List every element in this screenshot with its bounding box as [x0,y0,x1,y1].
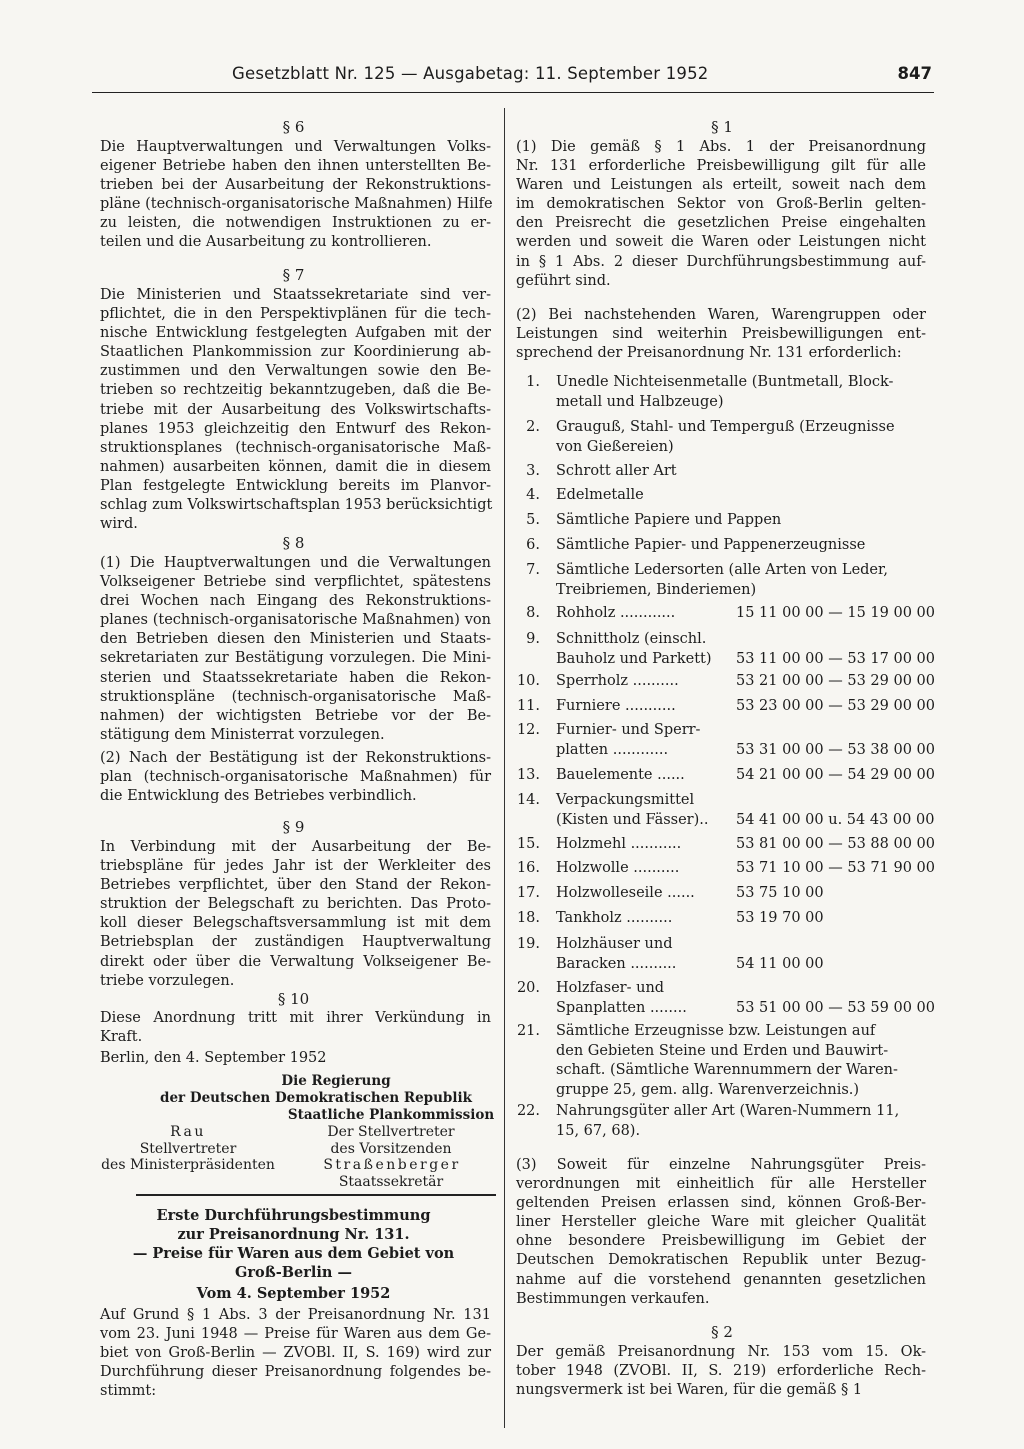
signature-plankommission: Staatliche Plankommission [287,1107,495,1123]
section-8-p1-line: Volkseigener Betriebe sind verpflichtet, spätestens [100,574,491,591]
section-7-line: pflichtet, die in den Perspektivplänen für die tech- [100,306,491,323]
section-7-line: nische Entwicklung festgelegten Aufgaben mit der [100,325,491,342]
list-item-number: 22. [516,1103,540,1119]
list-item-number: 1. [526,374,540,390]
right-s2-line: Der gemäß Preisanordnung Nr. 153 vom 15. Ok- [516,1344,926,1360]
page-number: 847 [897,64,932,83]
section-7-line: schlag zum Volkswirtschaftsplan 1953 berücksichtigt [100,497,493,514]
list-item-number: 13. [516,767,540,783]
list-item-goods-code: 53 21 00 00 — 53 29 00 00 [736,673,935,689]
section-7-line: trieben so rechtzeitig bekanntzugeben, daß die Be- [100,382,491,399]
new-title-line-4: Groß-Berlin — [235,1264,352,1281]
section-8-p1-line: sterien und Staatssekretariate haben die Rekon- [100,669,491,686]
list-item-text: Holzwolleseile ...... [556,885,695,901]
new-title-line-1: Erste Durchführungsbestimmung [156,1207,431,1224]
section-9-text [100,838,491,991]
section-7-line: struktionsplanes (technisch-organisatorische Maß- [100,439,491,456]
section-7-text [100,286,491,534]
page-header [92,62,934,93]
right-s2-line: nungsvermerk ist bei Waren, für die gemäß § 1 [516,1382,863,1399]
gazette-title: Gesetzblatt Nr. 125 — Ausgabetag: 11. September 1952 [232,64,709,83]
section-6-line: teilen und die Ausarbeitung zu kontrollieren. [100,234,432,251]
section-7-line: Staatlichen Plankommission zur Koordinierung ab- [100,344,491,361]
section-8-p1-line: (1) Die Hauptverwaltungen und die Verwaltungen [100,555,491,571]
section-7-line: nahmen) ausarbeiten können, damit die in diesem [100,458,491,475]
section-8-p2-line: die Entwicklung des Betriebes verbindlich. [100,788,417,805]
right-s1-p1-line: im demokratischen Sektor von Groß-Berlin gelten- [516,196,926,213]
right-p3-line: verordnungen mit einheitlich für alle Hersteller [516,1176,926,1193]
list-item-number: 10. [516,673,540,689]
list-item-number: 17. [516,885,540,901]
list-item-text: Holzmehl ........... [556,836,682,852]
list-item-goods-code: 53 31 00 00 — 53 38 00 00 [736,741,935,758]
list-item-number: 8. [526,605,540,621]
section-6-line: pläne (technisch-organisatorische Maßnahmen) Hilfe [100,196,493,213]
intro-line: Auf Grund § 1 Abs. 3 der Preisanordnung Nr. 131 [100,1307,491,1323]
list-item-goods-code: 54 21 00 00 — 54 29 00 00 [736,767,935,783]
right-section-1-heading: § 1 [711,118,733,136]
section-10-line: Kraft. [100,1029,143,1046]
section-8-p2-line: plan (technisch-organisatorische Maßnahmen) für [100,769,491,786]
section-8-p2-line: (2) Nach der Bestätigung ist der Rekonstruktions- [100,750,491,766]
section-9-line: koll dieser Belegschaftsversammlung ist mit dem [100,915,491,932]
list-item-text: Grauguß, Stahl- und Temperguß (Erzeugnisse von Gießereien) [556,419,895,455]
list-item-number: 14. [516,792,540,808]
list-item-number: 12. [516,722,540,738]
intro-line: vom 23. Juni 1948 — Preise für Waren aus dem Ge- [100,1326,491,1343]
list-item-goods-code: 53 71 10 00 — 53 71 90 00 [736,860,935,876]
signature-government-name: der Deutschen Demokratischen Republik [160,1090,472,1106]
signature-right-role-1: Der Stellvertreter [327,1124,455,1140]
right-s1-p1-line: in § 1 Abs. 2 dieser Durchführungsbestimmung auf- [516,253,926,270]
list-item-number: 2. [526,419,540,435]
signature-right-role-2: des Vorsitzenden [330,1141,452,1157]
new-title-date: Vom 4. September 1952 [196,1285,391,1302]
right-p3-line: Deutschen Demokratischen Republik unter Bezug- [516,1252,926,1269]
right-section-2-heading: § 2 [711,1323,733,1341]
list-item-number: 11. [516,698,540,714]
list-item-text: Schrott aller Art [556,463,677,479]
date-line: Berlin, den 4. September 1952 [100,1050,327,1066]
signature-right-role-3: Staatssekretär [338,1174,444,1190]
list-item-number: 7. [526,562,540,578]
list-item-text: Verpackungsmittel (Kisten und Fässer).. [556,792,709,828]
section-9-line: triebe vorzulegen. [100,972,235,989]
section-6-line: trieben bei der Ausarbeitung der Rekonstruktions- [100,177,491,194]
right-p3-line: (3) Soweit für einzelne Nahrungsgüter Preis- [516,1157,926,1173]
section-9-line: Betriebes verpflichtet, über den Stand der Rekon- [100,877,491,894]
section-7-line: Die Ministerien und Staatssekretariate sind ver- [100,287,491,303]
list-item-goods-code: 53 23 00 00 — 53 29 00 00 [736,698,935,714]
list-item-text: Sämtliche Erzeugnisse bzw. Leistungen auf den Gebieten Steine und Erden und Bauwirt- schaft. (Sämtliche Warennummern der Waren- gruppe 25, gem. allg. Warenverzeichnis.) [556,1023,898,1098]
signature-left-role-2: des Ministerpräsidenten [101,1157,275,1173]
list-item-goods-code: 15 11 00 00 — 15 19 00 00 [736,605,935,621]
section-7-line: wird. [100,516,138,533]
right-section-1-paragraph-1 [516,138,926,291]
section-7-line: Plan festgelegte Entwicklung bereits im Planvor- [100,477,491,494]
section-6-line: Die Hauptverwaltungen und Verwaltungen Volks- [100,139,491,155]
list-item-goods-code: 53 51 00 00 — 53 59 00 00 [736,999,935,1016]
right-p3-line: liner Hersteller gleiche Ware mit gleicher Qualität [516,1214,926,1231]
section-9-line: triebspläne für jedes Jahr ist der Werkleiter des [100,858,491,875]
right-s1-p1-line: Waren und Leistungen als erteilt, soweit nach dem [516,177,926,194]
list-item-number: 21. [516,1023,540,1039]
section-8-p1-line: drei Wochen nach Eingang des Rekonstruktions- [100,593,491,610]
list-item-text: Bauelemente ...... [556,767,685,783]
right-section-1-paragraph-2 [516,306,926,363]
list-item-text: Holzwolle .......... [556,860,680,876]
section-9-line: Betriebsplan der zuständigen Hauptverwaltung [100,934,491,951]
list-item-text: Sämtliche Papier- und Pappenerzeugnisse [556,537,866,553]
signature-right-name: Straßenberger [323,1157,461,1173]
section-9-line: In Verbindung mit der Ausarbeitung der Be- [100,839,491,855]
list-item-number: 6. [526,537,540,553]
section-6-line: zu leisten, die notwendigen Instruktionen zu er- [100,215,491,232]
list-item-goods-code: 53 11 00 00 — 53 17 00 00 [736,650,935,667]
section-6-heading: § 6 [282,118,305,136]
right-s1-p1-line: Nr. 131 erforderliche Preisbewilligung gilt für alle [516,158,926,175]
intro-line: biet von Groß-Berlin — ZVOBl. II, S. 169) wird zur [100,1345,491,1362]
list-item-text: Holzhäuser und Baracken .......... [556,936,677,972]
right-p3-line: ohne besondere Preisbewilligung im Gebiet der [516,1233,926,1250]
section-8-heading: § 8 [282,534,305,552]
new-title-line-2: zur Preisanordnung Nr. 131. [177,1226,410,1243]
list-item-text: Tankholz .......... [556,910,673,926]
intro-text [100,1306,491,1401]
section-10-heading: § 10 [277,990,310,1008]
signature-left-name: Rau [170,1124,206,1140]
right-p3-line: geltenden Preisen erlassen sind, können Groß-Ber- [516,1195,926,1212]
right-s1-p1-line: geführt sind. [516,272,611,289]
section-8-p1-line: den Betrieben diesen den Ministerien und Staats- [100,631,491,648]
list-item-goods-code: 53 19 70 00 [736,910,824,926]
list-item-text: Sämtliche Papiere und Pappen [556,512,782,528]
section-9-line: direkt oder über die Verwaltung Volkseigener Be- [100,953,491,970]
list-item-text: Furniere ........... [556,698,676,714]
list-item-number: 3. [526,463,540,479]
right-s1-p2-line: Leistungen sind weiterhin Preisbewilligungen ent- [516,326,926,343]
list-item-text: Rohholz ............ [556,605,676,621]
section-6-text [100,138,491,253]
list-item-number: 15. [516,836,540,852]
list-item-text: Furnier- und Sperr- platten ............ [556,722,701,758]
section-8-p1-line: planes (technisch-organisatorische Maßnahmen) von [100,612,491,629]
list-item-goods-code: 54 11 00 00 [736,955,824,972]
list-item-text: Unedle Nichteisenmetalle (Buntmetall, Block- metall und Halbzeuge) [556,374,894,410]
list-item-text: Sperrholz .......... [556,673,679,689]
section-8-p1-line: stätigung dem Ministerrat vorzulegen. [100,726,385,743]
section-rule [136,1194,496,1196]
section-10-text [100,1009,491,1047]
intro-line: stimmt: [100,1383,157,1400]
list-item-text: Nahrungsgüter aller Art (Waren-Nummern 11, 15, 67, 68). [556,1103,900,1139]
list-item-goods-code: 54 41 00 00 u. 54 43 00 00 [736,811,935,828]
list-item-number: 19. [516,936,540,952]
list-item-text: Sämtliche Ledersorten (alle Arten von Leder, Treibriemen, Binderiemen) [556,562,888,598]
new-title-line-3: — Preise für Waren aus dem Gebiet von [132,1245,455,1262]
right-s1-p2-line: (2) Bei nachstehenden Waren, Warengruppen oder [516,307,926,323]
section-8-p1-line: nahmen) der wichtigsten Betriebe vor der Be- [100,707,491,724]
right-p3-line: Bestimmungen verkaufen. [516,1290,710,1307]
section-6-line: eigener Betriebe haben den ihnen unterstellten Be- [100,158,491,175]
section-7-line: zustimmen und den Verwaltungen sowie den Be- [100,363,491,380]
right-s1-p1-line: (1) Die gemäß § 1 Abs. 1 der Preisanordnung [516,139,926,155]
list-item-number: 20. [516,980,540,996]
signature-left-role-1: Stellvertreter [139,1141,237,1157]
section-8-p1-line: sekretariaten zur Bestätigung vorzulegen. Die Mini- [100,650,491,667]
list-item-number: 16. [516,860,540,876]
right-section-2-text [516,1343,926,1400]
section-8-p1-line: struktionspläne (technisch-organisatorische Maß- [100,688,491,705]
list-item-number: 9. [526,631,540,647]
right-s1-p1-line: den Preisrecht die gesetzlichen Preise eingehalten [516,215,926,232]
signature-government: Die Regierung [281,1073,391,1089]
intro-line: Durchführung dieser Preisanordnung folgendes be- [100,1364,491,1381]
list-item-text: Holzfaser- und Spanplatten ........ [556,980,687,1016]
section-8-paragraph-2 [100,749,491,806]
list-item-number: 4. [526,487,540,503]
section-7-line: planes 1953 gleichzeitig den Entwurf des Rekon- [100,420,491,437]
list-item-text: Schnittholz (einschl. Bauholz und Parkett) [556,631,712,667]
section-7-line: triebe mit der Ausarbeitung des Volkswirtschafts- [100,401,491,418]
right-section-1-paragraph-3 [516,1156,926,1309]
section-9-line: struktion der Belegschaft zu berichten. Das Proto- [100,896,491,913]
right-s1-p1-line: werden und soweit die Waren oder Leistungen nicht [516,234,926,251]
section-8-paragraph-1 [100,554,491,745]
section-10-line: Diese Anordnung tritt mit ihrer Verkündung in [100,1010,491,1026]
section-9-heading: § 9 [282,818,305,836]
column-divider [504,108,505,1428]
list-item-number: 5. [526,512,540,528]
right-s1-p2-line: sprechend der Preisanordnung Nr. 131 erforderlich: [516,345,902,362]
right-s2-line: tober 1948 (ZVOBl. II, S. 219) erforderliche Rech- [516,1363,926,1380]
section-7-heading: § 7 [282,266,305,284]
list-item-goods-code: 53 81 00 00 — 53 88 00 00 [736,836,935,852]
list-item-text: Edelmetalle [556,487,644,503]
list-item-number: 18. [516,910,540,926]
list-item-goods-code: 53 75 10 00 [736,885,824,901]
right-p3-line: nahme auf die vorstehend genannten gesetzlichen [516,1271,926,1288]
